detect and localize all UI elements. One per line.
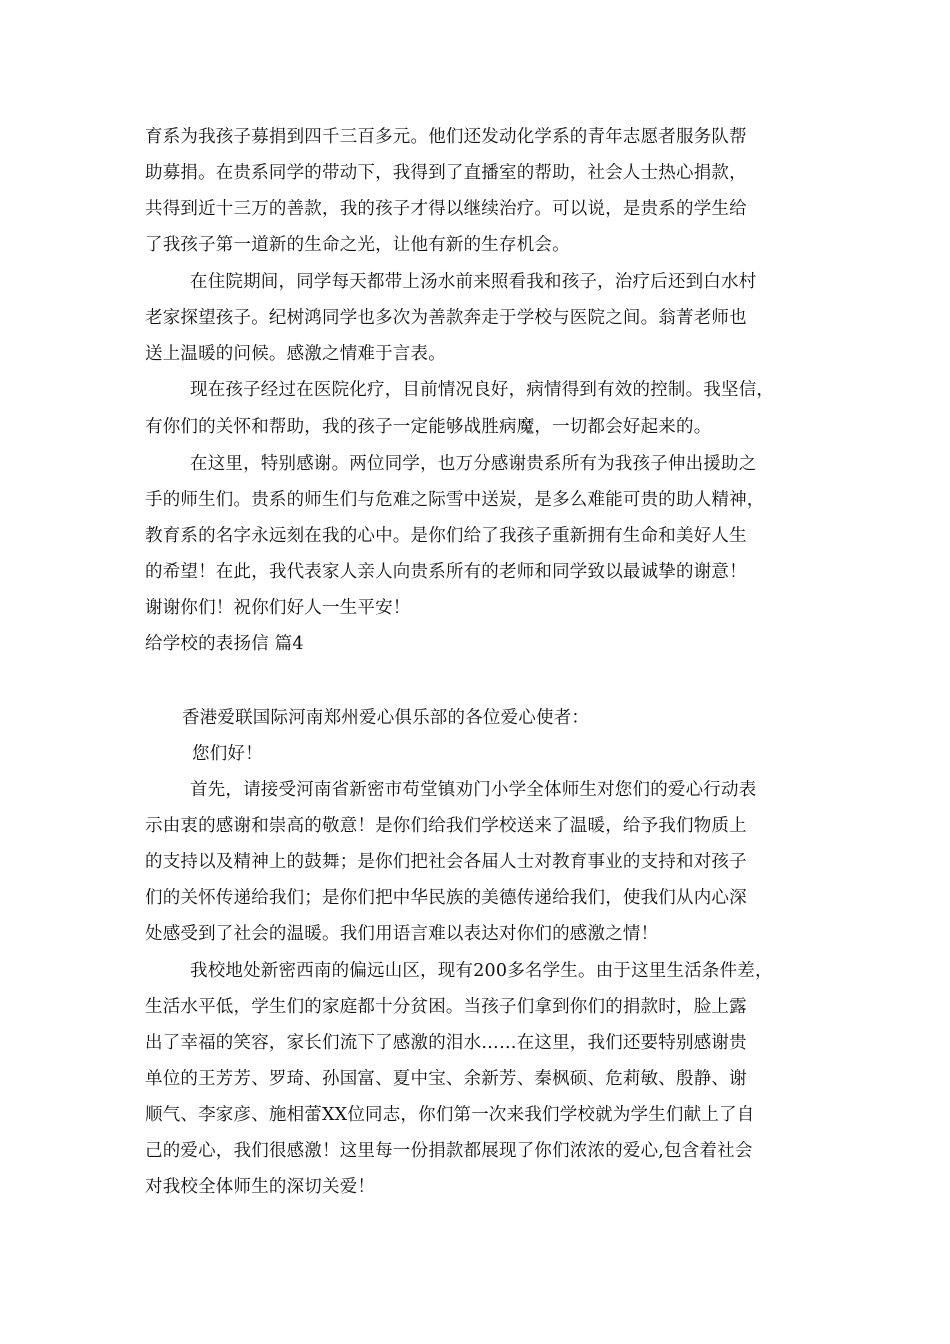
text-line: 首先，请接受河南省新密市苟堂镇劝门小学全体师生对您们的爱心行动表	[190, 780, 757, 800]
text-line: 生活水平低，学生们的家庭都十分贫困。当孩子们拿到你们的捐款时，脸上露	[145, 997, 747, 1017]
text-line: 助募捐。在贵系同学的带动下，我得到了直播室的帮助，社会人士热心捐款，	[145, 163, 747, 183]
text-line: 在住院期间，同学每天都带上汤水前来照看我和孩子，治疗后还到白水村	[190, 272, 757, 292]
text-line: 老家探望孩子。纪树鸿同学也多次为善款奔走于学校与医院之间。翁菁老师也	[145, 308, 747, 328]
text-line: 处感受到了社会的温暖。我们用语言难以表达对你们的感激之情！	[145, 924, 659, 944]
text-line: 了我孩子第一道新的生命之光，让他有新的生存机会。	[145, 235, 570, 255]
text-line: 顺气、李家彦、施相蕾XX位同志，你们第一次来我们学校就为学生们献上了自	[145, 1105, 755, 1125]
text-line: 现在孩子经过在医院化疗，目前情况良好，病情得到有效的控制。我坚信，	[190, 380, 775, 400]
text-line: 谢谢你们！祝你们好人一生平安！	[145, 598, 411, 618]
text-line: 示由衷的感谢和崇高的敬意！是你们给我们学校送来了温暖，给予我们物质上	[145, 816, 747, 836]
text-line: 教育系的名字永远刻在我的心中。是你们给了我孩子重新拥有生命和美好人生	[145, 526, 747, 546]
text-line: 出了幸福的笑容，家长们流下了感激的泪水……在这里，我们还要特别感谢贵	[145, 1033, 747, 1053]
salutation: 香港爱联国际河南郑州爱心俱乐部的各位爱心使者：	[182, 708, 590, 728]
text-line: 己的爱心，我们很感激！这里每一份捐款都展现了你们浓浓的爱心,包含着社会	[145, 1141, 753, 1161]
text-line: 我校地处新密西南的偏远山区，现有200多名学生。由于这里生活条件差，	[190, 961, 773, 981]
text-line: 单位的王芳芳、罗琦、孙国富、夏中宝、余新芳、秦枫硕、危莉敏、殷静、谢	[145, 1069, 747, 1089]
section-heading: 给学校的表扬信 篇4	[145, 634, 304, 654]
text-line: 在这里，特别感谢。两位同学，也万分感谢贵系所有为我孩子伸出援助之	[190, 454, 757, 474]
greeting: 您们好！	[192, 744, 263, 764]
text-line: 共得到近十三万的善款，我的孩子才得以继续治疗。可以说，是贵系的学生给	[145, 199, 747, 219]
text-line: 育系为我孩子募捐到四千三百多元。他们还发动化学系的青年志愿者服务队帮	[145, 127, 747, 147]
text-line: 的支持以及精神上的鼓舞；是你们把社会各届人士对教育事业的支持和对孩子	[145, 852, 747, 872]
text-line: 送上温暖的问候。感激之情难于言表。	[145, 344, 446, 364]
text-line: 手的师生们。贵系的师生们与危难之际雪中送炭，是多么难能可贵的助人精神，	[145, 490, 765, 510]
text-line: 们的关怀传递给我们；是你们把中华民族的美德传递给我们，使我们从内心深	[145, 888, 747, 908]
text-line: 对我校全体师生的深切关爱！	[145, 1177, 376, 1197]
text-line: 的希望！在此，我代表家人亲人向贵系所有的老师和同学致以最诚挚的谢意！	[145, 562, 747, 582]
text-line: 有你们的关怀和帮助，我的孩子一定能够战胜病魔，一切都会好起来的。	[145, 417, 712, 437]
